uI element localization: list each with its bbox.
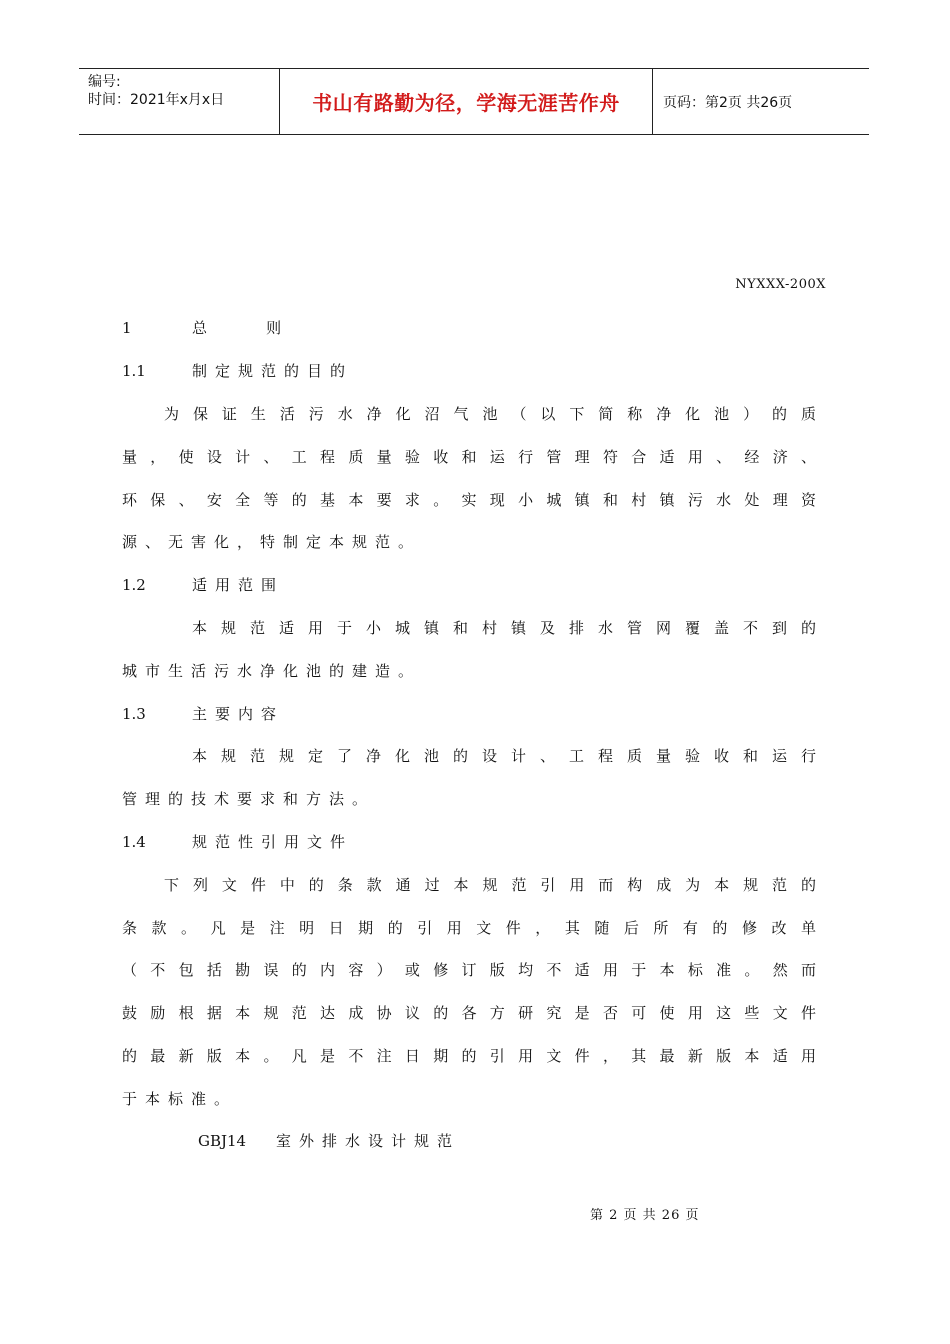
paragraph-line: 管理的技术要求和方法。 bbox=[122, 790, 376, 808]
section-1-2-heading bbox=[122, 574, 284, 595]
section-number: 1.3 bbox=[122, 705, 146, 723]
header-page-label: 页码：第2页 共26页 bbox=[663, 94, 793, 111]
date-label: 时间：2021年x月x日 bbox=[88, 92, 225, 108]
section-title: 主要内容 bbox=[192, 705, 285, 723]
paragraph-line: 量，使设计、工程质量验收和运行管理符合适用、经济、 bbox=[122, 448, 816, 466]
paragraph-line: 环保、安全等的基本要求。实现小城镇和村镇污水处理资 bbox=[122, 491, 816, 509]
section-1-4-heading bbox=[122, 831, 353, 852]
section-1-heading bbox=[122, 317, 289, 338]
paragraph-line: （不包括勘误的内容）或修订版均不适用于本标准。然而 bbox=[122, 961, 816, 979]
header-meta bbox=[79, 69, 280, 134]
section-number: 1.1 bbox=[122, 362, 146, 380]
paragraph-line: 城市生活污水净化池的建造。 bbox=[122, 662, 422, 680]
reference-title: 室外排水设计规范 bbox=[276, 1132, 461, 1150]
paragraph-line: 为保证生活污水净化沼气池（以下简称净化池）的质 bbox=[164, 405, 816, 423]
paragraph-line: 条款。凡是注明日期的引用文件，其随后所有的修改单 bbox=[122, 919, 816, 937]
number-label: 编号: bbox=[88, 74, 121, 90]
reference-code: GBJ14 bbox=[198, 1132, 247, 1150]
reference-entry bbox=[198, 1130, 460, 1151]
page-footer: 第 2 页 共 26 页 bbox=[590, 1208, 700, 1223]
doc-number: NYXXX-200X bbox=[735, 277, 826, 292]
paragraph-line: 的最新版本。凡是不注日期的引用文件，其最新版本适用 bbox=[122, 1047, 816, 1065]
page-header bbox=[79, 68, 869, 135]
paragraph-line: 鼓励根据本规范达成协议的各方研究是否可使用这些文件 bbox=[122, 1004, 816, 1022]
paragraph-line: 下列文件中的条款通过本规范引用而构成为本规范的 bbox=[164, 876, 816, 894]
section-number: 1.2 bbox=[122, 576, 146, 594]
section-number: 1 bbox=[122, 319, 132, 337]
section-1-3-heading bbox=[122, 703, 284, 724]
section-title: 规范性引用文件 bbox=[192, 833, 354, 851]
paragraph-line: 源、无害化，特制定本规范。 bbox=[122, 533, 422, 551]
section-number: 1.4 bbox=[122, 833, 146, 851]
section-title: 制定规范的目的 bbox=[192, 362, 354, 380]
section-title: 适用范围 bbox=[192, 576, 285, 594]
section-1-1-heading bbox=[122, 360, 353, 381]
paragraph-line: 本规范规定了净化池的设计、工程质量验收和运行 bbox=[192, 747, 816, 765]
header-motto: 书山有路勤为径，学海无涯苦作舟 bbox=[280, 69, 653, 134]
paragraph-line: 本规范适用于小城镇和村镇及排水管网覆盖不到的 bbox=[192, 619, 816, 637]
paragraph-line: 于本标准。 bbox=[122, 1090, 238, 1108]
section-title: 总 则 bbox=[192, 319, 290, 337]
